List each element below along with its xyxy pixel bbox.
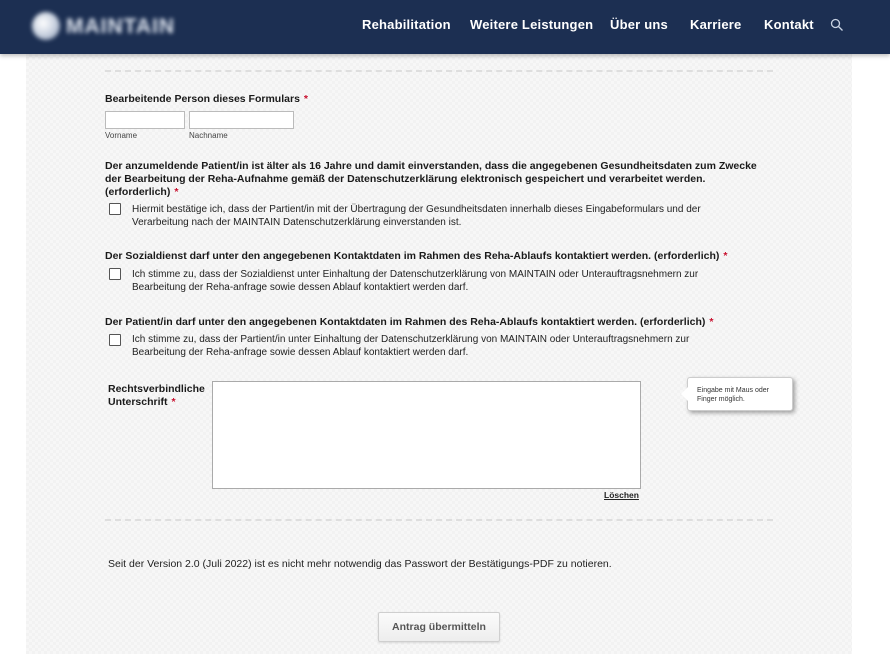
consent-data-checkbox-line2: Verarbeitung nach der MAINTAIN Datenschutzerklärung einverstanden ist.	[132, 217, 462, 228]
required-mark: *	[171, 396, 176, 408]
consent-patient-checkbox-text	[132, 333, 752, 359]
consent-patient-label-text: Der Patient/in darf unter den angegebenen Kontaktdaten im Rahmen des Reha-Ablaufs kontaktiert werden. (erforderlich)	[105, 316, 706, 328]
editor-label-text: Bearbeitende Person dieses Formulars	[105, 93, 300, 105]
version-note: Seit der Version 2.0 (Juli 2022) ist es nicht mehr notwendig das Passwort der Bestätigungs-PDF zu notieren.	[108, 558, 612, 570]
consent-social-checkbox[interactable]	[109, 268, 121, 280]
tooltip-line1: Eingabe mit Maus oder	[697, 387, 769, 394]
signature-tooltip	[687, 377, 793, 411]
consent-social-checkbox-text	[132, 268, 752, 294]
signature-label	[108, 383, 205, 409]
consent-patient-checkbox-line1: Ich stimme zu, dass der Partient/in unter Einhaltung der Datenschutzerklärung von MAINTAIN oder Unterauftragsnehmern zur	[132, 334, 690, 345]
consent-data-checkbox-text	[132, 203, 752, 229]
consent-data-label	[105, 160, 785, 199]
lastname-input[interactable]	[189, 111, 294, 129]
consent-data-checkbox-line1: Hiermit bestätige ich, dass der Partient/in mit der Übertragung der Gesundheitsdaten innerhalb dieses Eingabeformulars und der	[132, 204, 701, 215]
consent-patient-label	[105, 316, 785, 329]
logo-text: MAINTAIN	[66, 15, 176, 38]
required-mark: *	[303, 93, 308, 105]
consent-social-label-text: Der Sozialdienst darf unter den angegebenen Kontaktdaten im Rahmen des Reha-Ablaufs kontaktiert werden. (erforderlich)	[105, 250, 720, 262]
logo-mark-icon	[32, 12, 60, 40]
signature-label-line2: Unterschrift	[108, 396, 168, 408]
consent-patient-checkbox-line2: Bearbeitung der Reha-anfrage sowie dessen Ablauf kontaktiert werden darf.	[132, 347, 469, 358]
consent-social-checkbox-line1: Ich stimme zu, dass der Sozialdienst unter Einhaltung der Datenschutzerklärung von MAINTAIN oder Unterauftragsnehmern zur	[132, 269, 699, 280]
firstname-input[interactable]	[105, 111, 185, 129]
consent-social-label	[105, 250, 785, 263]
lastname-sublabel: Nachname	[189, 131, 228, 140]
bottom-divider	[105, 519, 773, 521]
required-mark: *	[709, 316, 714, 328]
tooltip-line2: Finger möglich.	[697, 396, 745, 403]
firstname-sublabel: Vorname	[105, 131, 138, 140]
consent-data-checkbox[interactable]	[109, 203, 121, 215]
logo[interactable]	[32, 10, 176, 42]
consent-social-checkbox-line2: Bearbeitung der Reha-anfrage sowie dessen Ablauf kontaktiert werden darf.	[132, 282, 469, 293]
nav-rehabilitation[interactable]: Rehabilitation	[362, 17, 451, 32]
consent-patient-checkbox[interactable]	[109, 334, 121, 346]
signature-canvas[interactable]	[212, 381, 641, 489]
required-mark: *	[723, 250, 728, 262]
consent-data-label-line3: (erforderlich)	[105, 186, 171, 198]
consent-data-label-line1: Der anzumeldende Patient/in ist älter als 16 Jahre und damit einverstanden, dass die angegebenen Gesundheitsdaten zum Zwecke	[105, 160, 757, 172]
nav-kontakt[interactable]: Kontakt	[764, 17, 814, 32]
signature-clear-link[interactable]: Löschen	[604, 490, 639, 500]
required-mark: *	[174, 186, 179, 198]
nav-karriere[interactable]: Karriere	[690, 17, 742, 32]
search-icon[interactable]	[830, 18, 844, 32]
tooltip-arrow	[681, 387, 688, 401]
nav-weitere-leistungen[interactable]: Weitere Leistungen	[470, 17, 594, 32]
editor-label	[105, 93, 308, 106]
top-navbar	[0, 0, 890, 54]
nav-ueber-uns[interactable]: Über uns	[610, 17, 668, 32]
submit-button[interactable]: Antrag übermitteln	[378, 612, 500, 642]
consent-data-label-line2: der Bearbeitung der Reha-Aufnahme gemäß der Datenschutzerklärung elektronisch gespeichert und verarbeitet werden.	[105, 173, 706, 185]
top-divider	[105, 70, 773, 72]
signature-label-line1: Rechtsverbindliche	[108, 383, 205, 395]
